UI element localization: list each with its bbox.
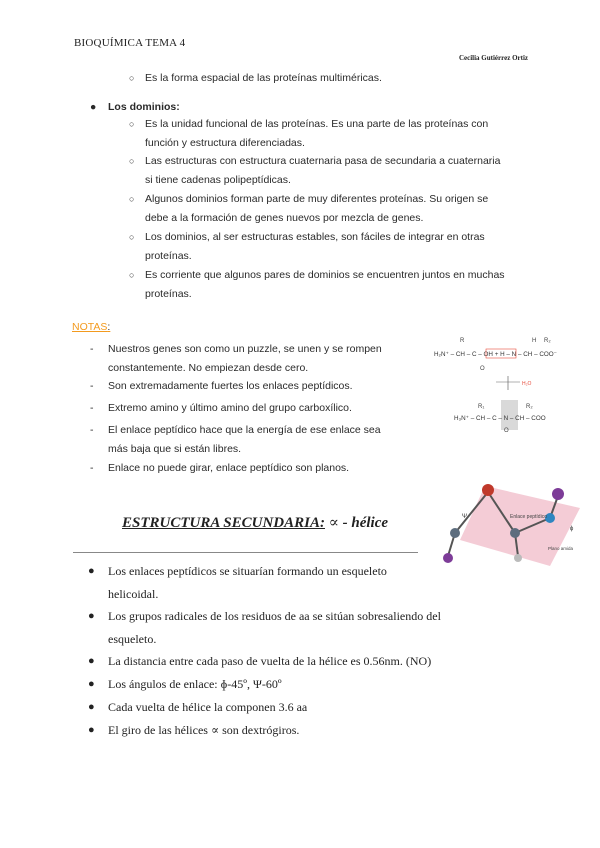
fig-r2: R₂ <box>544 338 551 344</box>
fig-product: H₃N⁺ – CH – C – N – CH – COO <box>454 415 546 422</box>
line: Algunos dominios forman parte de muy diferentes proteínas. Su origen se <box>145 193 489 205</box>
section-divider <box>73 552 418 553</box>
line: Los dominios, al ser estructuras estables, son fáciles de integrar en otras <box>145 231 485 243</box>
dash-bullet-icon: - <box>90 462 94 474</box>
page-header-title: BIOQUÍMICA TEMA 4 <box>74 37 186 49</box>
fig-r1b: R₁ <box>478 404 485 410</box>
fig-o: O <box>480 366 485 372</box>
list-item <box>129 69 530 88</box>
fig-reactants: H₂N⁺ – CH – C – OH + H – N – CH – COO⁻ <box>434 351 557 358</box>
fig-r1: R <box>460 338 465 344</box>
bullet-item <box>88 673 488 696</box>
list-item <box>129 115 530 153</box>
note-item <box>90 421 408 459</box>
line: El enlace peptídico hace que la energía de ese enlace sea <box>108 424 381 436</box>
line: debe a la formación de genes nuevos por mezcla de genes. <box>145 212 424 224</box>
bullet-item <box>88 696 488 719</box>
alpha-symbol: ∝ <box>328 515 339 531</box>
title-dash: - <box>338 515 352 531</box>
line: constantemente. No empiezan desde cero. <box>108 362 309 374</box>
circle-bullet-icon: ○ <box>129 119 135 129</box>
circle-bullet-icon: ○ <box>129 194 135 204</box>
oxygen-atom <box>482 484 494 496</box>
peptide-bond-figure <box>428 334 593 434</box>
bullet-icon: ● <box>88 565 95 577</box>
label-bond: Enlace peptídico <box>510 514 547 520</box>
list-item-text: Es la forma espacial de las proteínas multiméricas. <box>145 72 382 84</box>
circle-bullet-icon: ○ <box>129 270 135 280</box>
label-psi: Ψ <box>462 514 468 520</box>
dash-bullet-icon: - <box>90 424 94 436</box>
dash-bullet-icon: - <box>90 343 94 355</box>
carbon-atom <box>510 528 520 538</box>
fig-ob: O <box>504 428 509 434</box>
note-item <box>90 377 408 396</box>
list-item <box>129 152 530 190</box>
list-item <box>129 190 530 228</box>
section-title-main: ESTRUCTURA SECUNDARIA: <box>122 515 325 531</box>
line: Los enlaces peptídicos se situarían formando un esqueleto <box>108 564 387 578</box>
line: Nuestros genes son como un puzzle, se unen y se rompen <box>108 343 382 355</box>
dash-bullet-icon: - <box>90 402 94 414</box>
alpha-carbon-atom <box>450 528 460 538</box>
line: helicoidal. <box>108 586 159 601</box>
line: Los ángulos de enlace: ɸ-45º, Ψ-60º <box>108 677 282 691</box>
bullet-icon: ● <box>88 678 95 690</box>
notes-colon: : <box>107 321 111 333</box>
line: función y estructura diferenciadas. <box>145 137 305 149</box>
section-dominios-title: Los dominios: <box>108 101 180 113</box>
bullet-item <box>88 605 488 650</box>
line: El giro de las hélices ∝ son dextrógiros. <box>108 723 300 737</box>
section-subtitle: hélice <box>351 515 389 531</box>
line: Cada vuelta de hélice la componen 3.6 aa <box>108 700 308 714</box>
fig-r2b: R₂ <box>526 404 533 410</box>
r-group-atom <box>552 488 564 500</box>
bullet-item <box>88 650 488 673</box>
section-title <box>122 513 388 532</box>
list-item <box>129 266 530 304</box>
line: si tiene cadenas polipeptídicas. <box>145 174 291 186</box>
line: Es corriente que algunos pares de dominios se encuentren juntos en muchas <box>145 269 505 281</box>
amide-plane-figure <box>430 478 590 570</box>
dash-bullet-icon: - <box>90 380 94 392</box>
author-name: Cecilia Gutiérrez Ortiz <box>458 54 528 62</box>
line: Es la unidad funcional de las proteínas. Es una parte de las proteínas con <box>145 118 489 130</box>
bullet-icon: ● <box>88 724 95 736</box>
hydrogen-atom <box>514 554 522 562</box>
notes-title: NOTAS <box>72 321 108 333</box>
notes-heading <box>72 321 110 333</box>
label-phi: ɸ <box>570 526 574 532</box>
label-plane: Plano amida <box>548 546 574 551</box>
line: Extremo amino y último amino del grupo carboxílico. <box>108 402 352 414</box>
line: La distancia entre cada paso de vuelta de la hélice es 0.56nm. (NO) <box>108 654 432 668</box>
note-item <box>90 459 408 478</box>
circle-bullet-icon: ○ <box>129 232 135 242</box>
line: Los grupos radicales de los residuos de aa se sitúan sobresaliendo del <box>108 609 441 623</box>
bullet-item <box>88 719 488 742</box>
list-item <box>129 228 530 266</box>
bullet-icon: ● <box>88 610 95 622</box>
circle-bullet-icon: ○ <box>129 73 135 83</box>
circle-bullet-icon: ○ <box>129 156 135 166</box>
bullet-icon: ● <box>90 101 97 113</box>
fig-h: H <box>532 338 537 344</box>
line: Enlace no puede girar, enlace peptídico son planos. <box>108 462 350 474</box>
line: Son extremadamente fuertes los enlaces peptídicos. <box>108 380 353 392</box>
line: más baja que si están libres. <box>108 443 242 455</box>
bullet-icon: ● <box>88 701 95 713</box>
note-item <box>90 340 408 378</box>
note-item <box>90 399 408 418</box>
line: esqueleto. <box>108 631 157 646</box>
bullet-item <box>88 560 488 605</box>
bullet-icon: ● <box>88 655 95 667</box>
line: proteínas. <box>145 288 192 300</box>
fig-water: H₂O <box>522 381 532 387</box>
line: Las estructuras con estructura cuaternaria pasa de secundaria a cuaternaria <box>145 155 501 167</box>
line: proteínas. <box>145 250 192 262</box>
